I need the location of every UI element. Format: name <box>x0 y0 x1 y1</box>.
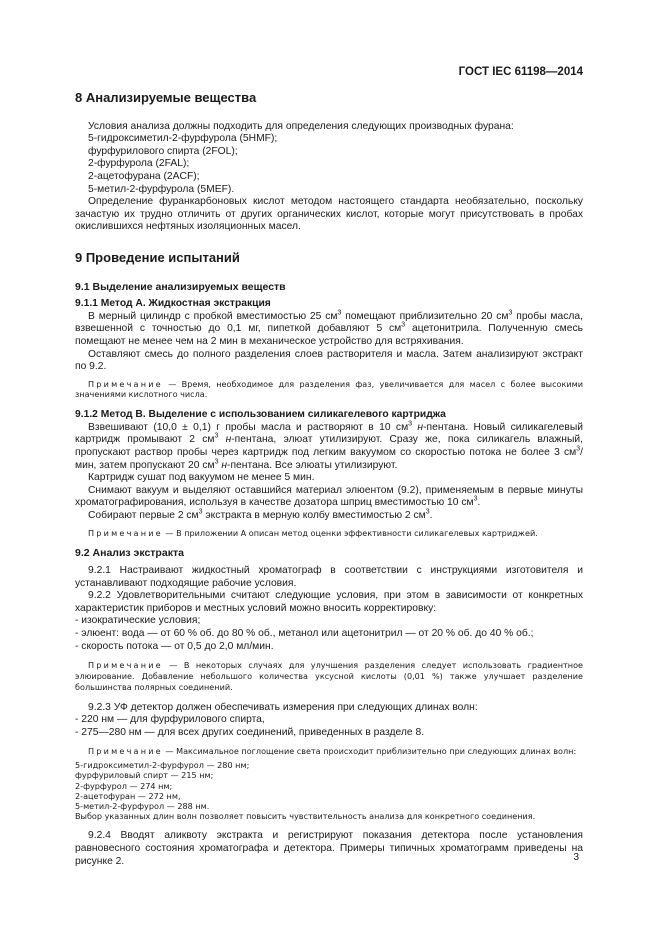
conditions-item-2: - скорость потока — от 0,5 до 2,0 мл/мин. <box>75 640 274 652</box>
conditions-item-0: - изократические условия; <box>75 615 201 627</box>
s8-line-5: 5-метил-2-фурфурола (5MEF). <box>88 183 235 195</box>
note-9-2-2: Примечание — В некоторых случаях для улучшения разделения следует использовать градиентное элюирование. Добавление небольшого количества уксусной кислоты (0,01 %) также улучшает разделение большинства полярных соединений. <box>75 660 583 692</box>
method-a-title: 9.1.1 Метод А. Жидкостная экстракция <box>75 298 271 310</box>
section-8-title: 8 Анализируемые вещества <box>75 90 257 105</box>
para-9-2-2: 9.2.2 Удовлетворительными считают следующие условия, при этом в зависимости от конкретных характеристик приборов и местных условий можно вносить корректировку: <box>75 590 583 614</box>
para-9-2-4: 9.2.4 Вводят аликвоту экстракта и регистрируют показания детектора после установления равновесного состояния хроматографа и детектора. Примеры типичных хроматограмм приведены на рисунке 2. <box>75 830 583 867</box>
method-b-note: Примечание — В приложении А описан метод оценки эффективности силикагелевых картриджей. <box>88 527 538 538</box>
page-content <box>75 92 583 868</box>
wavelength-list-1: фурфуриловый спирт — 215 нм; <box>75 770 214 781</box>
wavelength-item-0: - 220 нм — для фурфурилового спирта, <box>75 714 265 726</box>
method-b-paragraph-3: Снимают вакуум и выделяют оставшийся материал элюентом (9.2), применяемым в первые минуты хроматографирования, используя в качестве дозатора шприц вместимостью 10 $см^3$. <box>75 484 583 509</box>
s8-line-1: 5-гидроксиметил-2-фурфурола (5HMF); <box>88 133 278 145</box>
method-a-note: Примечание — Время, необходимое для разделения фаз, увеличивается для масел с более высокими значениями кислотного числа. <box>75 378 583 400</box>
para-9-2-1: 9.2.1 Настраивают жидкостный хроматограф в соответствии с инструкциями изготовителя и устанавливают подходящие рабочие условия. <box>75 565 583 589</box>
method-a-paragraph-2: Оставляют смесь до полного разделения слоев растворителя и масла. Затем анализируют экстракт по 9.2. <box>75 348 583 373</box>
s8-line-4: 2-ацетофурана (2ACF); <box>88 170 200 182</box>
para-9-2-3: 9.2.3 УФ детектор должен обеспечивать измерения при следующих длинах волн: <box>88 701 478 713</box>
wavelength-list-2: 2-фурфурол — 274 нм; <box>75 780 173 791</box>
section-9-1-title: 9.1 Выделение анализируемых веществ <box>75 280 286 293</box>
s8-line-2: фурфурилового спирта (2FOL); <box>88 145 238 157</box>
method-b-paragraph-2: Картридж сушат под вакуумом не менее 5 мин. <box>88 472 315 484</box>
section-9-2-title: 9.2 Анализ экстракта <box>75 547 184 560</box>
method-b-title: 9.1.2 Метод В. Выделение с использованием силикагелевого картриджа <box>75 409 446 421</box>
wavelength-item-1: - 275—280 нм — для всех других соединений, приведенных в разделе 8. <box>75 726 425 738</box>
standard-header: ГОСТ IEC 61198—2014 <box>458 66 583 78</box>
page-number: 3 <box>573 852 579 863</box>
method-a-paragraph-1: В мерный цилиндр с пробкой вместимостью 25 $см^3$ помещают приблизительно 20 $см^3$ пробы масла, взвешенной с точностью до 0,1 мг, пипеткой добавляют 5 $см^3$ ацетонитрила. Полученную смесь помещают не менее чем на 2 мин в механическое устройство для встряхивания. <box>75 309 583 347</box>
wavelength-list-4: 5-метил-2-фурфурол — 288 нм. <box>75 800 210 811</box>
method-b-paragraph-4: Собирают первые 2 $см^3$ экстракта в мерную колбу вместимостью 2 $см^3$. <box>88 508 433 522</box>
s8-line-0: Условия анализа должны подходить для определения следующих производных фурана: <box>88 120 514 132</box>
method-b-paragraph-1: Взвешивают (10,0 ± 0,1) г пробы масла и растворяют в 10 $см^3$ н-пентана. Новый силикагелевый картридж промывают 2 $см^3$ н-пентана, элюат утилизируют. Сразу же, пока силикагель влажный, пропускают раствор пробы через картридж под легким вакуумом со скоростью потока не более 3 $см^3$/мин, затем пропускают 20 $см^3$ н-пентана. Все элюаты утилизируют. <box>75 420 583 471</box>
s8-line-3: 2-фурфурола (2FAL); <box>88 158 190 170</box>
s8-paragraph: Определение фуранкарбоновых кислот методом настоящего стандарта необязательно, поскольку зачастую их трудно отличить от других органических кислот, которые могут присутствовать в пробах окислившихся нефтяных изоляционных масел. <box>75 196 583 233</box>
wavelength-list-3: 2-ацетофуран — 272 нм, <box>75 790 181 801</box>
wavelength-list-0: 5-гидроксиметил-2-фурфурол — 280 нм; <box>75 760 250 771</box>
wavelength-note-end: Выбор указанных длин волн позволяет повысить чувствительность анализа для конкретного соединения. <box>75 811 536 822</box>
section-9-title: 9 Проведение испытаний <box>75 249 240 265</box>
conditions-item-1: - элюент: вода — от 60 % об. до 80 % об., метанол или ацетонитрил — от 20 % об. до 40 % об.; <box>75 627 534 639</box>
note-9-2-3: Примечание — Максимальное поглощение света происходит приблизительно при следующих длинах волн: <box>88 746 577 757</box>
